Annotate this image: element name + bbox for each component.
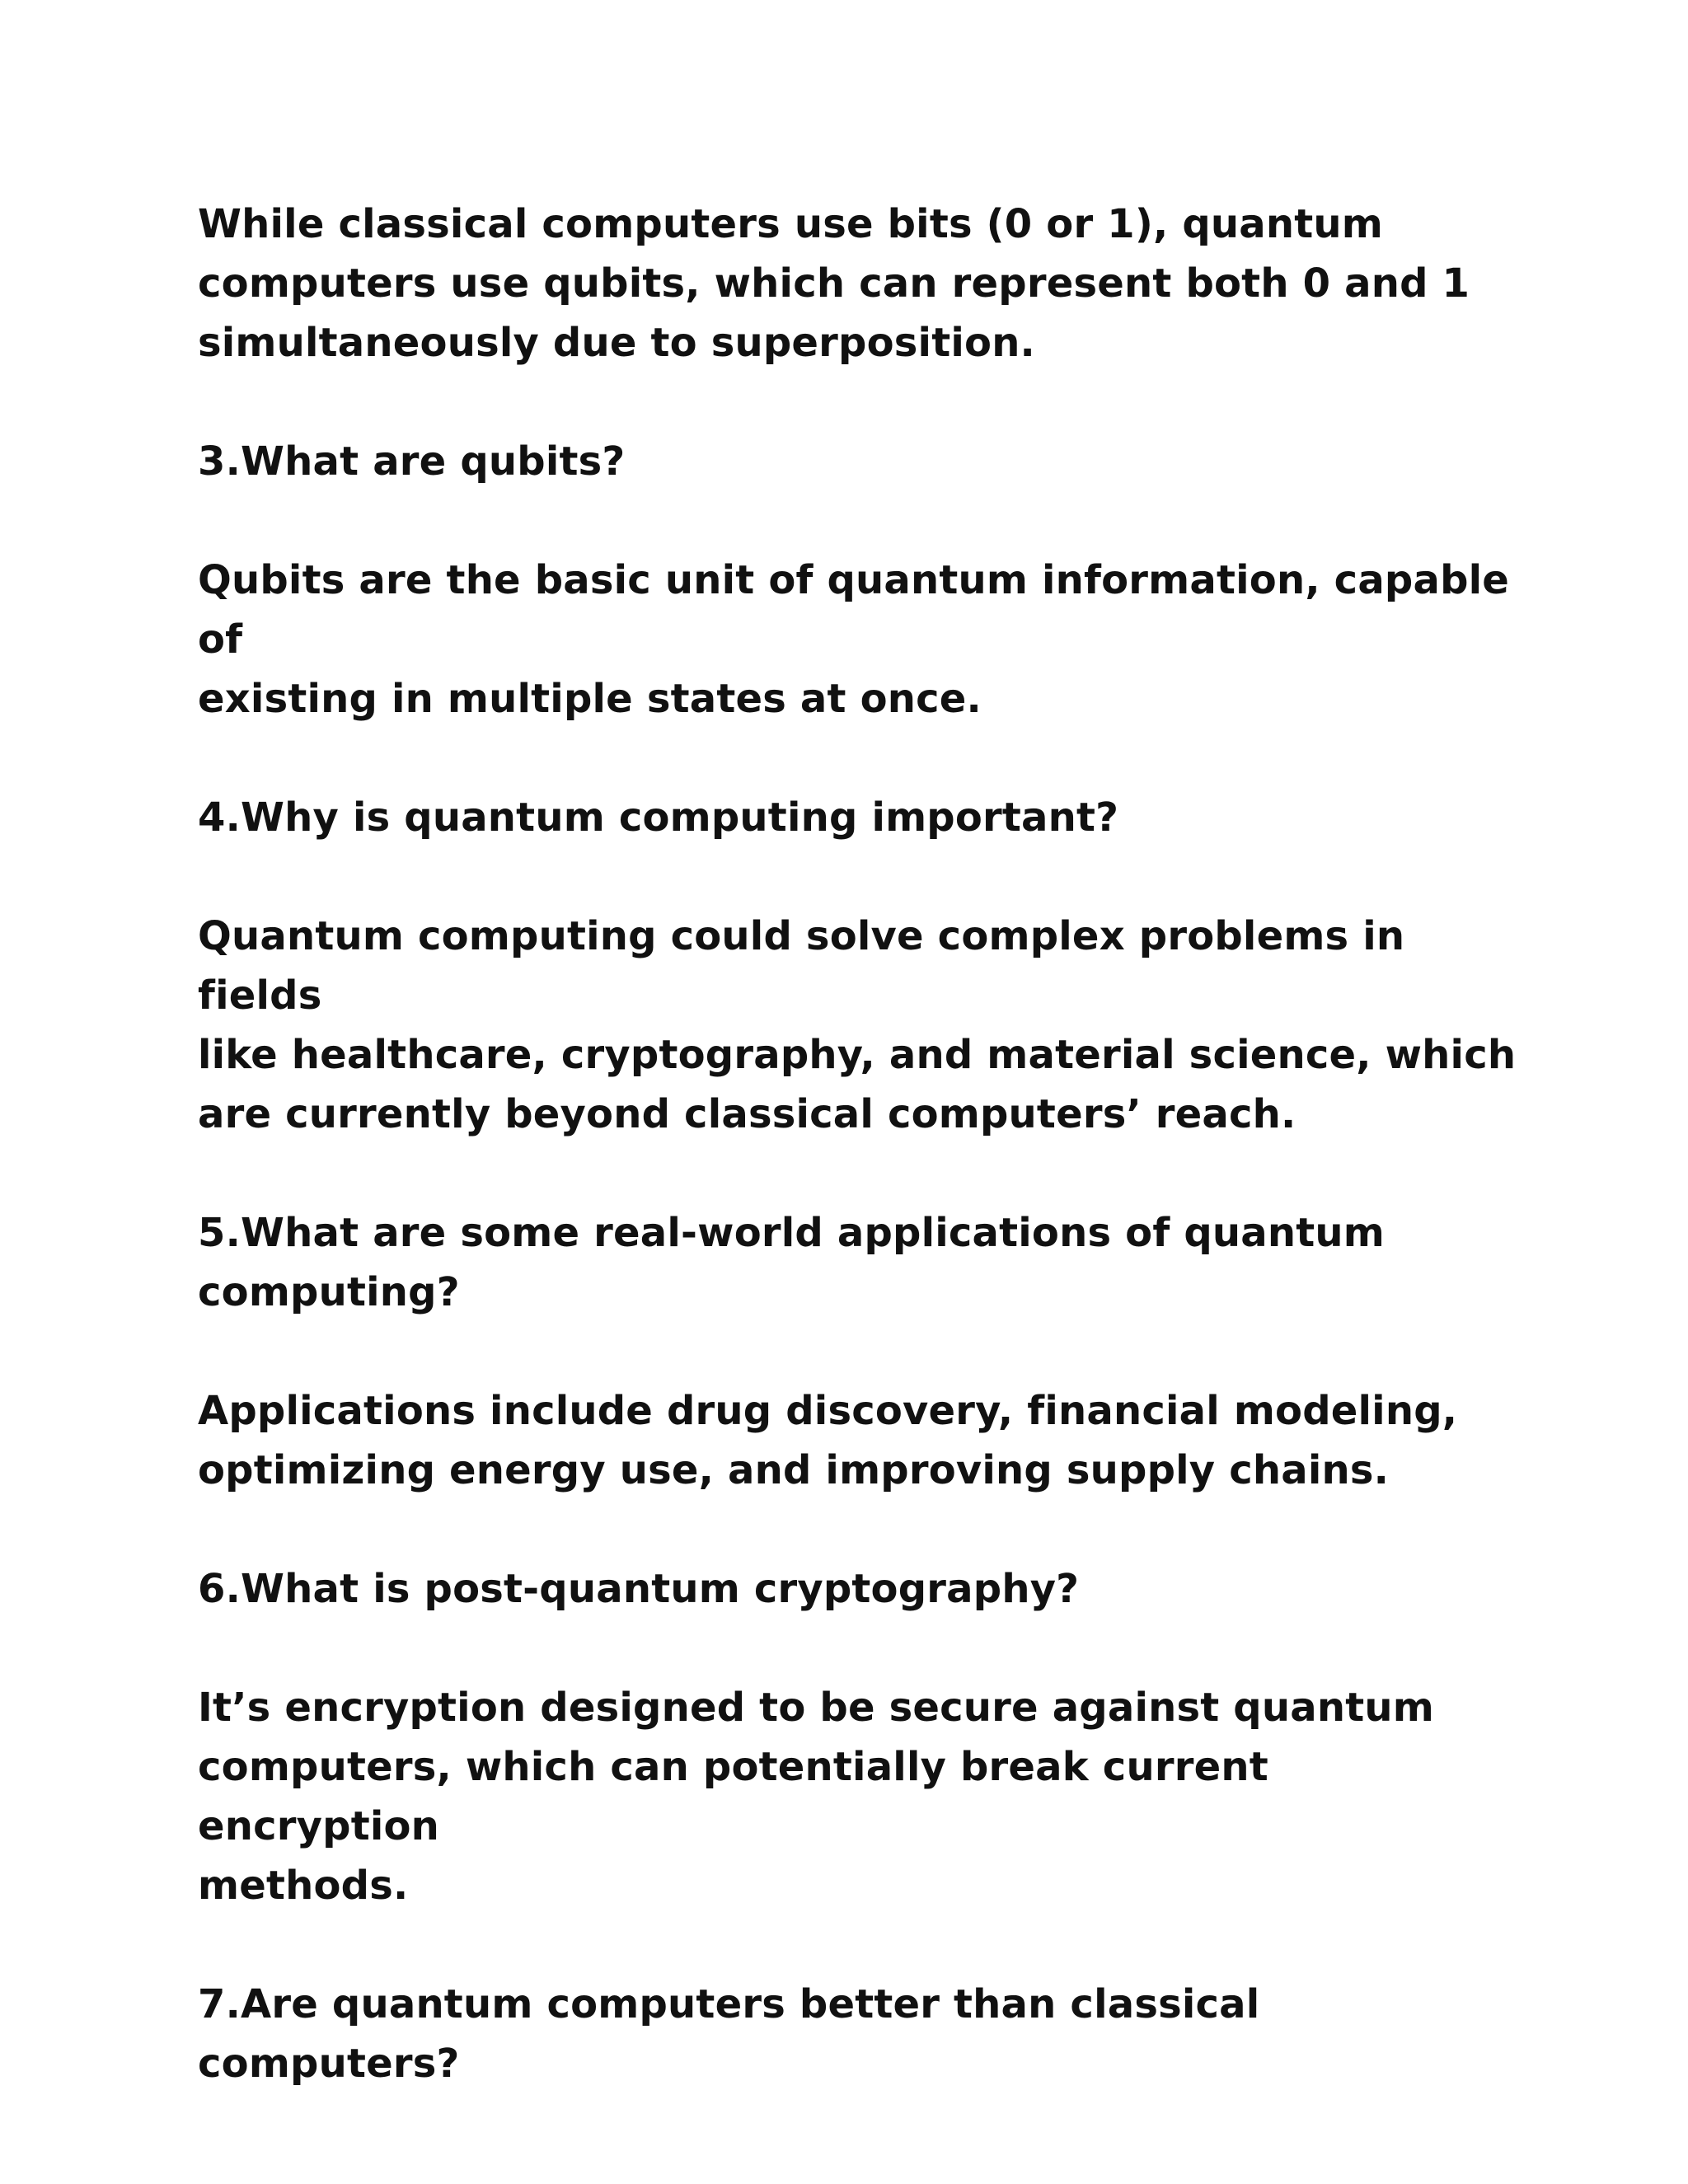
answer-block bbox=[198, 194, 1517, 373]
answer-block bbox=[198, 1678, 1517, 1915]
document-content bbox=[198, 194, 1517, 2093]
answer-block bbox=[198, 907, 1517, 1144]
text-line: 5.What are some real-world applications of quantum bbox=[198, 1210, 1385, 1256]
question-block bbox=[198, 1559, 1517, 1619]
text-line: optimizing energy use, and improving supply chains. bbox=[198, 1447, 1390, 1493]
question-block bbox=[198, 432, 1517, 491]
text-line: It’s encryption designed to be secure against quantum bbox=[198, 1685, 1434, 1731]
text-line: computers use qubits, which can represent both 0 and 1 bbox=[198, 260, 1470, 307]
text-line: 6.What is post-quantum cryptography? bbox=[198, 1566, 1080, 1612]
text-line: methods. bbox=[198, 1863, 409, 1909]
text-line: computing? bbox=[198, 1269, 460, 1315]
text-line: Qubits are the basic unit of quantum information, capable of bbox=[198, 557, 1510, 663]
text-line: computers, which can potentially break current encryption bbox=[198, 1744, 1268, 1849]
question-block bbox=[198, 1203, 1517, 1322]
text-line: like healthcare, cryptography, and material science, which bbox=[198, 1032, 1517, 1078]
question-block bbox=[198, 1975, 1517, 2093]
text-line: simultaneously due to superposition. bbox=[198, 320, 1035, 366]
question-block bbox=[198, 788, 1517, 847]
text-line: Quantum computing could solve complex problems in fields bbox=[198, 913, 1405, 1019]
text-line: 3.What are qubits? bbox=[198, 438, 626, 485]
answer-block bbox=[198, 551, 1517, 729]
text-line: are currently beyond classical computers’ reach. bbox=[198, 1091, 1296, 1137]
answer-block bbox=[198, 1381, 1517, 1500]
text-line: existing in multiple states at once. bbox=[198, 676, 982, 722]
text-line: While classical computers use bits (0 or 1), quantum bbox=[198, 201, 1383, 247]
text-line: Applications include drug discovery, financial modeling, bbox=[198, 1388, 1458, 1434]
text-line: 4.Why is quantum computing important? bbox=[198, 794, 1119, 841]
text-line: 7.Are quantum computers better than classical computers? bbox=[198, 1981, 1260, 2087]
